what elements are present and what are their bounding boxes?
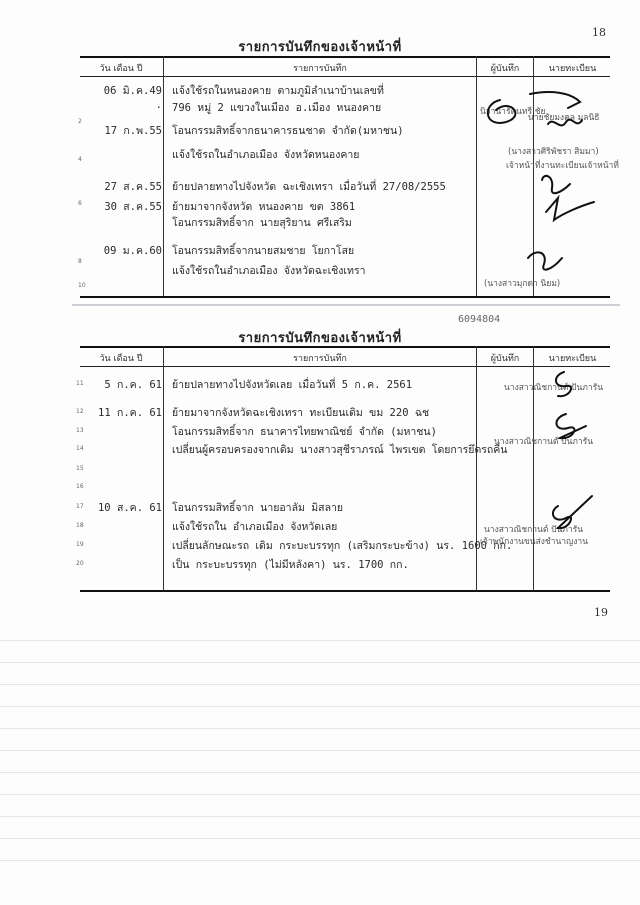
officer-stamp: นายชัยมงคล มูลนิธิ <box>528 113 600 123</box>
row-text: โอนกรรมสิทธิ์จากนายสมชาย โยกาโสย <box>172 245 355 257</box>
bottom-table-title: รายการบันทึกของเจ้าหน้าที่ <box>238 331 402 346</box>
ruled-line <box>0 706 640 707</box>
cut-number-fragment: 6094804 <box>458 314 501 325</box>
officer-stamp: นางสาวณิชกานต์ ปันภารัน <box>494 437 594 447</box>
row-text: แจ้งใช้รถในอำเภอเมือง จังหวัดหนองคาย <box>172 149 360 161</box>
row-text: ย้ายมาจากจังหวัดฉะเชิงเทรา ทะเบียนเดิม ขม 220 ฉช <box>172 407 430 419</box>
header-date: วัน เดือน ปี <box>99 64 143 74</box>
bottom-table-rule <box>80 366 610 367</box>
top-table-rule <box>80 56 610 58</box>
page-number-top: 18 <box>592 26 606 39</box>
header-date: วัน เดือน ปี <box>99 354 143 364</box>
row-text: ย้ายปลายทางไปจังหวัดเลย เมื่อวันที่ 5 ก.ค. 2561 <box>172 379 413 391</box>
header-registrar: นายทะเบียน <box>548 354 597 364</box>
top-table-rule <box>80 296 610 298</box>
row-text: เปลี่ยนผู้ครอบครองจากเดิม นางสาวสุชีราภรณ์ ไพรเขต โดยการยึดรถคืน <box>172 444 508 456</box>
row-date: 11 ก.ค. 61 <box>98 407 162 419</box>
row-date: 30 ส.ค.55 <box>104 201 162 213</box>
line-number: 8 <box>78 258 82 265</box>
line-number: 15 <box>76 465 84 472</box>
header-registrar: นายทะเบียน <box>548 64 597 74</box>
header-recorder: ผู้บันทึก <box>490 354 520 364</box>
officer-stamp: เจ้าหน้าที่งานทะเบียนเจ้าหน้าที่ <box>506 161 619 171</box>
page-number-bottom: 19 <box>594 606 608 619</box>
row-text: แจ้งใช้รถใน อำเภอเมือง จังหวัดเลย <box>172 521 338 533</box>
row-text: ย้ายปลายทางไปจังหวัด ฉะเชิงเทรา เมื่อวันที่ 27/08/2555 <box>172 181 446 193</box>
ruled-line <box>0 816 640 817</box>
row-text: แจ้งใช้รถในอำเภอเมือง จังหวัดฉะเชิงเทรา <box>172 265 366 277</box>
row-text: โอนกรรมสิทธิ์จาก นายสุริยาน ศรีเสริม <box>172 217 352 229</box>
bottom-table-rule <box>80 346 610 348</box>
line-number: 18 <box>76 522 84 529</box>
top-table-rule <box>80 76 610 77</box>
table-row <box>76 461 610 481</box>
row-text: เปลี่ยนลักษณะรถ เดิม กระบะบรรทุก (เสริมกระบะข้าง) นร. 1600 กก. <box>172 540 513 552</box>
ruled-line <box>0 794 640 795</box>
row-text: ย้ายมาจากจังหวัด หนองคาย ขต 3861 <box>172 201 356 213</box>
row-date: 10 ส.ค. 61 <box>97 502 162 514</box>
slip-edge <box>72 304 620 306</box>
row-date: 27 ส.ค.55 <box>104 181 162 193</box>
signature-marks-top <box>470 80 610 280</box>
row-text: โอนกรรมสิทธิ์จากธนาคารธนชาต จำกัด(มหาชน) <box>172 125 404 137</box>
table-row <box>76 556 610 576</box>
row-date: 17 ก.พ.55 <box>104 125 162 137</box>
line-number: 13 <box>76 427 84 434</box>
row-date: 06 มิ.ค.49 <box>103 85 162 97</box>
row-text: เป็น กระบะบรรทุก (ไม่มีหลังคา) นร. 1700 กก. <box>172 559 409 571</box>
row-date: 09 ม.ค.60 <box>103 245 162 257</box>
row-text: โอนกรรมสิทธิ์จาก ธนาคารไทยพาณิชย์ จำกัด (มหาชน) <box>172 426 437 438</box>
officer-stamp: (นางสาวศิริพัชรา สิมมา) <box>508 147 599 157</box>
line-number: 2 <box>78 118 82 125</box>
bottom-table-rule <box>80 590 610 592</box>
header-entry: รายการบันทึก <box>293 64 347 74</box>
ruled-line <box>0 728 640 729</box>
row-text: แจ้งใช้รถในหนองคาย ตามภูมิลำเนาบ้านเลขที่ <box>172 85 384 97</box>
officer-stamp: นิวานารัตนทรี ชัย <box>480 107 546 117</box>
row-date: 5 ก.ค. 61 <box>104 379 162 391</box>
row-text: โอนกรรมสิทธิ์จาก นายอาลัม มิสลาย <box>172 502 344 514</box>
ruled-line <box>0 750 640 751</box>
line-number: 12 <box>76 408 84 415</box>
row-text: 796 หมู่ 2 แขวงในเมือง อ.เมือง หนองคาย <box>172 102 382 114</box>
ruled-line <box>0 838 640 839</box>
header-entry: รายการบันทึก <box>293 354 347 364</box>
ruled-line <box>0 662 640 663</box>
officer-stamp: เจ้าพนักงานขนส่งชำนาญงาน <box>480 537 589 547</box>
ruled-line <box>0 684 640 685</box>
line-number: 17 <box>76 503 84 510</box>
row-date: . <box>155 99 162 111</box>
line-number: 11 <box>76 380 84 387</box>
line-number: 14 <box>76 445 84 452</box>
officer-stamp: นางสาวณิชกานต์ ปันภารัน <box>504 383 604 393</box>
officer-stamp: (นางสาวมุกดา นิยม) <box>484 279 561 289</box>
line-number: 10 <box>78 282 86 289</box>
line-number: 20 <box>76 560 84 567</box>
officer-stamp: นางสาวณิชกานต์ ปันภารัน <box>484 525 584 535</box>
table-row <box>76 499 610 519</box>
ruled-line <box>0 640 640 641</box>
ruled-line <box>0 860 640 861</box>
line-number: 19 <box>76 541 84 548</box>
ruled-line <box>0 772 640 773</box>
line-number: 4 <box>78 156 82 163</box>
top-table-title: รายการบันทึกของเจ้าหน้าที่ <box>238 40 402 55</box>
table-row <box>76 404 610 424</box>
table-row <box>76 479 610 499</box>
header-recorder: ผู้บันทึก <box>490 64 520 74</box>
signature-marks-bottom <box>540 366 620 536</box>
line-number: 6 <box>78 200 82 207</box>
line-number: 16 <box>76 483 84 490</box>
